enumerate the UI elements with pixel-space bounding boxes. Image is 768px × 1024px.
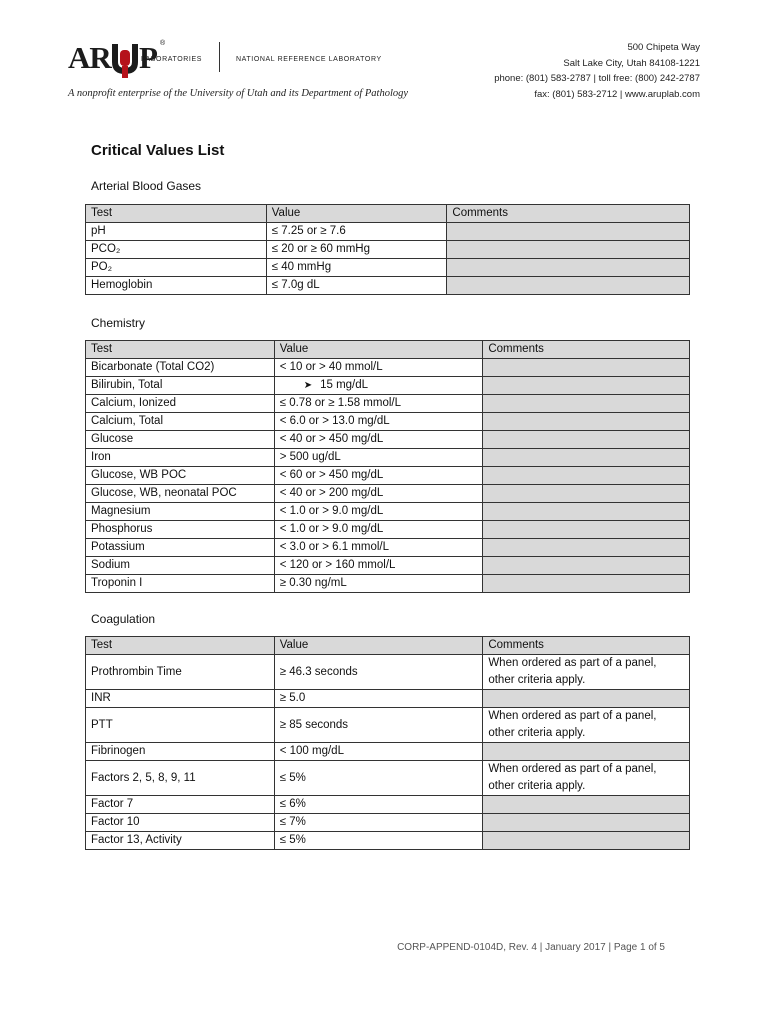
- comment-cell: [483, 743, 690, 761]
- table-row: [86, 359, 690, 377]
- value-cell: < 120 or > 160 mmol/L: [274, 557, 483, 575]
- table-row: [86, 708, 690, 743]
- test-cell: Magnesium: [86, 503, 275, 521]
- test-cell: Bicarbonate (Total CO2): [86, 359, 275, 377]
- comment-cell: [483, 359, 690, 377]
- value-cell: ≤ 7%: [274, 814, 483, 832]
- table-row: [86, 539, 690, 557]
- arrow-bullet-icon: ➤: [303, 380, 313, 391]
- value-cell: ≤ 7.25 or ≥ 7.6: [266, 223, 447, 241]
- value-cell: ≥ 0.30 ng/mL: [274, 575, 483, 593]
- chemistry-table: [85, 340, 690, 593]
- value-cell: < 3.0 or > 6.1 mmol/L: [274, 539, 483, 557]
- column-header: Value: [274, 637, 483, 655]
- table-header-row: [86, 637, 690, 655]
- column-header: Value: [274, 341, 483, 359]
- comment-cell: [447, 259, 690, 277]
- test-cell: Calcium, Ionized: [86, 395, 275, 413]
- comment-cell: [483, 503, 690, 521]
- table-row: [86, 395, 690, 413]
- table-header-row: [86, 341, 690, 359]
- test-cell: Bilirubin, Total: [86, 377, 275, 395]
- value-cell: ≤ 6%: [274, 796, 483, 814]
- test-cell: Potassium: [86, 539, 275, 557]
- comment-cell: [483, 557, 690, 575]
- value-cell: < 40 or > 200 mg/dL: [274, 485, 483, 503]
- comment-cell: When ordered as part of a panel, other criteria apply.: [483, 708, 690, 743]
- test-cell: INR: [86, 690, 275, 708]
- header-divider: [219, 42, 220, 72]
- test-cell: Glucose, WB POC: [86, 467, 275, 485]
- value-cell: ≤ 5%: [274, 761, 483, 796]
- value-cell: ≤ 20 or ≥ 60 mmHg: [266, 241, 447, 259]
- table-row: [86, 575, 690, 593]
- contact-fax: fax: (801) 583-2712 | www.aruplab.com: [534, 88, 700, 100]
- comment-cell: [483, 467, 690, 485]
- contact-address: 500 Chipeta Way: [627, 42, 700, 53]
- section-title-coagulation: Coagulation: [91, 612, 156, 626]
- value-cell: ≥ 85 seconds: [274, 708, 483, 743]
- column-header: Value: [266, 205, 447, 223]
- value-cell: ≤ 0.78 or ≥ 1.58 mmol/L: [274, 395, 483, 413]
- value-cell: ≥ 46.3 seconds: [274, 655, 483, 690]
- table-row: [86, 467, 690, 485]
- value-cell: < 40 or > 450 mg/dL: [274, 431, 483, 449]
- logo-tail: P: [139, 40, 158, 75]
- logo-subtitle: LABORATORIES: [141, 56, 203, 63]
- table-row: [86, 761, 690, 796]
- comment-cell: [483, 485, 690, 503]
- value-cell: [274, 377, 483, 395]
- page-footer: CORP-APPEND-0104D, Rev. 4 | January 2017 | Page 1 of 5: [397, 942, 665, 953]
- column-header: Comments: [483, 637, 690, 655]
- value-text: 15 mg/dL: [320, 379, 369, 391]
- test-cell: PTT: [86, 708, 275, 743]
- column-header: Test: [86, 637, 275, 655]
- national-reference-label: NATIONAL REFERENCE LABORATORY: [236, 56, 382, 63]
- test-cell: Iron: [86, 449, 275, 467]
- comment-cell: [483, 539, 690, 557]
- value-cell: < 10 or > 40 mmol/L: [274, 359, 483, 377]
- table-row: [86, 814, 690, 832]
- comment-cell: [483, 395, 690, 413]
- table-row: [86, 521, 690, 539]
- table-row: [86, 503, 690, 521]
- table-row: [86, 557, 690, 575]
- table-row: [86, 655, 690, 690]
- test-cell: Factor 7: [86, 796, 275, 814]
- comment-cell: [483, 796, 690, 814]
- test-cell: PCO₂: [86, 241, 267, 259]
- test-cell: Fibrinogen: [86, 743, 275, 761]
- comment-cell: [483, 431, 690, 449]
- table-row: [86, 413, 690, 431]
- table-row: [86, 796, 690, 814]
- column-header: Test: [86, 341, 275, 359]
- contact-city: Salt Lake City, Utah 84108-1221: [563, 57, 700, 69]
- test-cell: Calcium, Total: [86, 413, 275, 431]
- value-cell: < 6.0 or > 13.0 mg/dL: [274, 413, 483, 431]
- comment-cell: [447, 241, 690, 259]
- test-cell: Glucose, WB, neonatal POC: [86, 485, 275, 503]
- test-cell: Sodium: [86, 557, 275, 575]
- logo-registered: ®: [160, 40, 166, 47]
- column-header: Test: [86, 205, 267, 223]
- comment-cell: [483, 814, 690, 832]
- value-cell: < 60 or > 450 mg/dL: [274, 467, 483, 485]
- table-row: [86, 449, 690, 467]
- comment-cell: [483, 575, 690, 593]
- comment-cell: [483, 690, 690, 708]
- comment-cell: When ordered as part of a panel, other criteria apply.: [483, 655, 690, 690]
- test-cell: Factors 2, 5, 8, 9, 11: [86, 761, 275, 796]
- table-row: [86, 377, 690, 395]
- test-cell: PO₂: [86, 259, 267, 277]
- test-cell: Troponin I: [86, 575, 275, 593]
- value-cell: ≥ 5.0: [274, 690, 483, 708]
- table-row: [86, 485, 690, 503]
- comment-cell: [483, 449, 690, 467]
- tagline: A nonprofit enterprise of the University of Utah and its Department of Pathology: [68, 88, 409, 99]
- table-row: [86, 241, 690, 259]
- table-row: [86, 277, 690, 295]
- abg-table: [85, 204, 690, 295]
- value-cell: > 500 ug/dL: [274, 449, 483, 467]
- logo-word: AR: [68, 40, 111, 75]
- comment-cell: [483, 832, 690, 850]
- value-cell: < 100 mg/dL: [274, 743, 483, 761]
- test-cell: pH: [86, 223, 267, 241]
- table-header-row: [86, 205, 690, 223]
- value-cell: ≤ 5%: [274, 832, 483, 850]
- comment-cell: [483, 413, 690, 431]
- table-row: [86, 259, 690, 277]
- table-row: [86, 832, 690, 850]
- logo-cup-icon: [110, 40, 140, 78]
- comment-cell: When ordered as part of a panel, other criteria apply.: [483, 761, 690, 796]
- test-cell: Factor 13, Activity: [86, 832, 275, 850]
- value-cell: ≤ 40 mmHg: [266, 259, 447, 277]
- letterhead: [0, 0, 768, 110]
- table-row: [86, 690, 690, 708]
- value-cell: < 1.0 or > 9.0 mg/dL: [274, 503, 483, 521]
- test-cell: Factor 10: [86, 814, 275, 832]
- section-title-chemistry: Chemistry: [91, 316, 146, 330]
- table-row: [86, 743, 690, 761]
- comment-cell: [447, 223, 690, 241]
- contact-phone: phone: (801) 583-2787 | toll free: (800) 242-2787: [494, 73, 700, 84]
- document-title: Critical Values List: [91, 142, 225, 159]
- test-cell: Prothrombin Time: [86, 655, 275, 690]
- comment-cell: [483, 521, 690, 539]
- value-cell: ≤ 7.0g dL: [266, 277, 447, 295]
- test-cell: Glucose: [86, 431, 275, 449]
- test-cell: Hemoglobin: [86, 277, 267, 295]
- value-cell: < 1.0 or > 9.0 mg/dL: [274, 521, 483, 539]
- test-cell: Phosphorus: [86, 521, 275, 539]
- table-row: [86, 223, 690, 241]
- contact-block: [494, 40, 700, 102]
- comment-cell: [447, 277, 690, 295]
- coagulation-table: [85, 636, 690, 850]
- table-row: [86, 431, 690, 449]
- comment-cell: [483, 377, 690, 395]
- section-title-abg: Arterial Blood Gases: [91, 179, 202, 193]
- column-header: Comments: [447, 205, 690, 223]
- column-header: Comments: [483, 341, 690, 359]
